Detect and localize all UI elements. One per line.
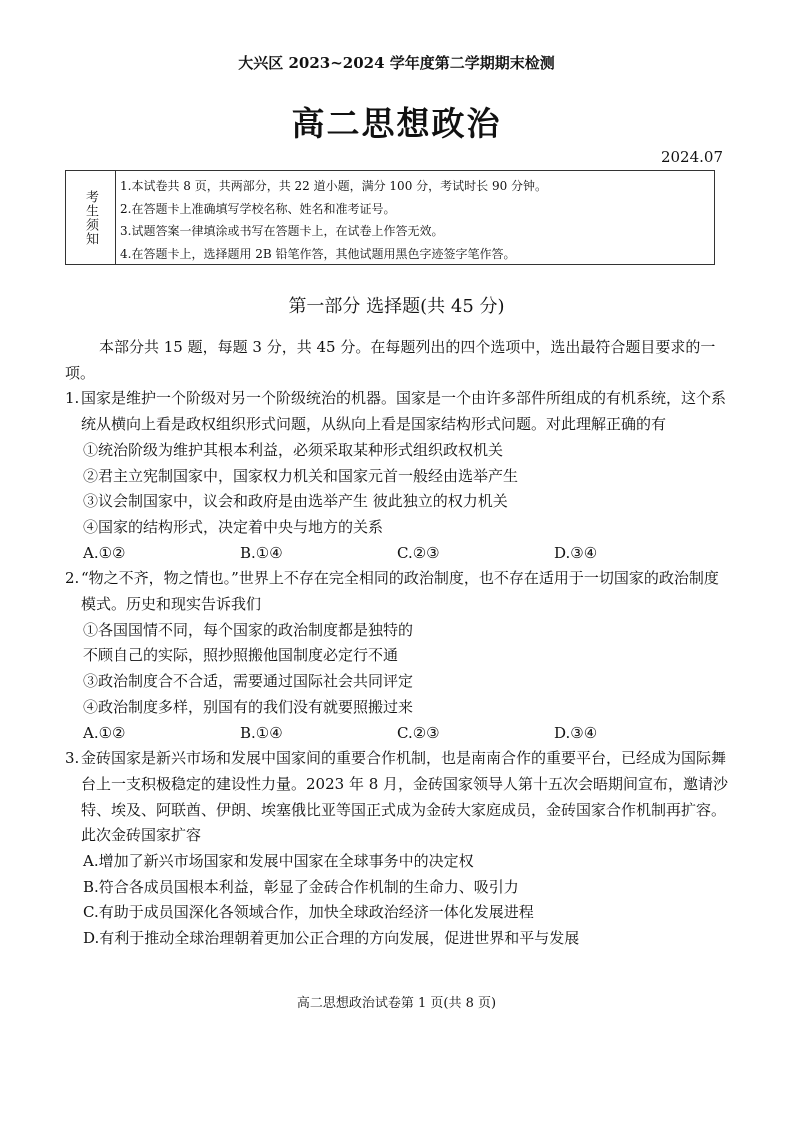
questions-content (65, 335, 730, 952)
choice-b: B.①④ (240, 723, 283, 742)
notice-item: 3.试题答案一律填涂或书写在答题卡上，在试卷上作答无效。 (120, 224, 444, 238)
statement: ②君主立宪制国家中，国家权力机关和国家元首一般经由选举产生 (83, 466, 519, 485)
statement: ③政治制度合不合适，需要通过国际社会共同评定 (83, 672, 414, 691)
statement: ④国家的结构形式，决定着中央与地方的关系 (83, 517, 384, 536)
section-intro: 本部分共 15 题，每题 3 分，共 45 分。在每题列出的四个选项中，选出最符合题目要求的一项。 (65, 338, 716, 382)
question-stem: “物之不齐，物之情也。”世界上不存在完全相同的政治制度，也不存在适用于一切国家的政治制度模式。历史和现实告诉我们 (81, 569, 719, 614)
statement: ③议会制国家中，议会和政府是由选举产生 彼此独立的权力机关 (83, 492, 508, 511)
notice-label: 考生须知 (83, 189, 98, 246)
statement: ④政治制度多样，别国有的我们没有就要照搬过来 (83, 697, 414, 716)
question-number: 3. (65, 749, 80, 768)
statement: 不顾自己的实际，照抄照搬他国制度必定行不通 (83, 646, 399, 665)
question-number: 2. (65, 569, 80, 588)
choice-a: A.①② (83, 723, 126, 742)
choice-c: C.②③ (397, 723, 440, 742)
answer-choices (65, 541, 730, 567)
notice-items (116, 171, 714, 264)
choice-b: B.①④ (240, 543, 283, 562)
choice-a: A.①② (83, 543, 126, 562)
exam-date: 2024.07 (660, 148, 723, 166)
statement: ①统治阶级为维护其根本利益，必须采取某种形式组织政权机关 (83, 440, 504, 459)
choice-d: D.③④ (554, 543, 598, 562)
option-a: A.增加了新兴市场国家和发展中国家在全球事务中的决定权 (83, 852, 474, 871)
section-title: 第一部分 选择题(共 45 分) (288, 296, 505, 317)
candidate-notice-box (65, 170, 715, 265)
option-b: B.符合各成员国根本利益，彰显了金砖合作机制的生命力、吸引力 (83, 877, 519, 896)
option-d: D.有利于推动全球治理朝着更加公正合理的方向发展，促进世界和平与发展 (83, 929, 580, 948)
question-3 (65, 746, 730, 849)
question-number: 1. (65, 389, 80, 408)
question-1 (65, 386, 730, 437)
notice-label-cell (66, 171, 116, 264)
question-stem: 金砖国家是新兴市场和发展中国家间的重要合作机制，也是南南合作的重要平台，已经成为国际舞台上一支积极稳定的建设性力量。2023 年 8 月，金砖国家领导人第十五次会晤期间宣布，邀请沙特、埃及、阿联酋、伊朗、埃塞俄比亚等国正式成为金砖大家庭成员，金砖国家合作机制再扩容。此次金砖国家扩容 (81, 749, 729, 845)
exam-title: 大兴区 2023~2024 学年度第二学期期末检测 (238, 54, 555, 72)
option-c: C.有助于成员国深化各领域合作，加快全球政治经济一体化发展进程 (83, 903, 534, 922)
answer-choices (65, 721, 730, 747)
page-footer: 高二思想政治试卷第 1 页(共 8 页) (296, 996, 497, 1011)
notice-item: 4.在答题卡上，选择题用 2B 铅笔作答，其他试题用黑色字迹签字笔作答。 (120, 246, 516, 261)
question-2 (65, 566, 730, 617)
choice-c: C.②③ (397, 543, 440, 562)
statement: ①各国国情不同，每个国家的政治制度都是独特的 (83, 620, 414, 639)
notice-item: 1.本试卷共 8 页，共两部分，共 22 道小题，满分 100 分，考试时长 90 分钟。 (120, 179, 548, 193)
notice-item: 2.在答题卡上准确填写学校名称、姓名和准考证号。 (120, 201, 396, 216)
question-stem: 国家是维护一个阶级对另一个阶级统治的机器。国家是一个由许多部件所组成的有机系统，这个系统从横向上看是政权组织形式问题，从纵向上看是国家结构形式问题。对此理解正确的有 (81, 389, 727, 434)
choice-d: D.③④ (554, 723, 598, 742)
subject-title: 高二思想政治 (291, 104, 502, 143)
